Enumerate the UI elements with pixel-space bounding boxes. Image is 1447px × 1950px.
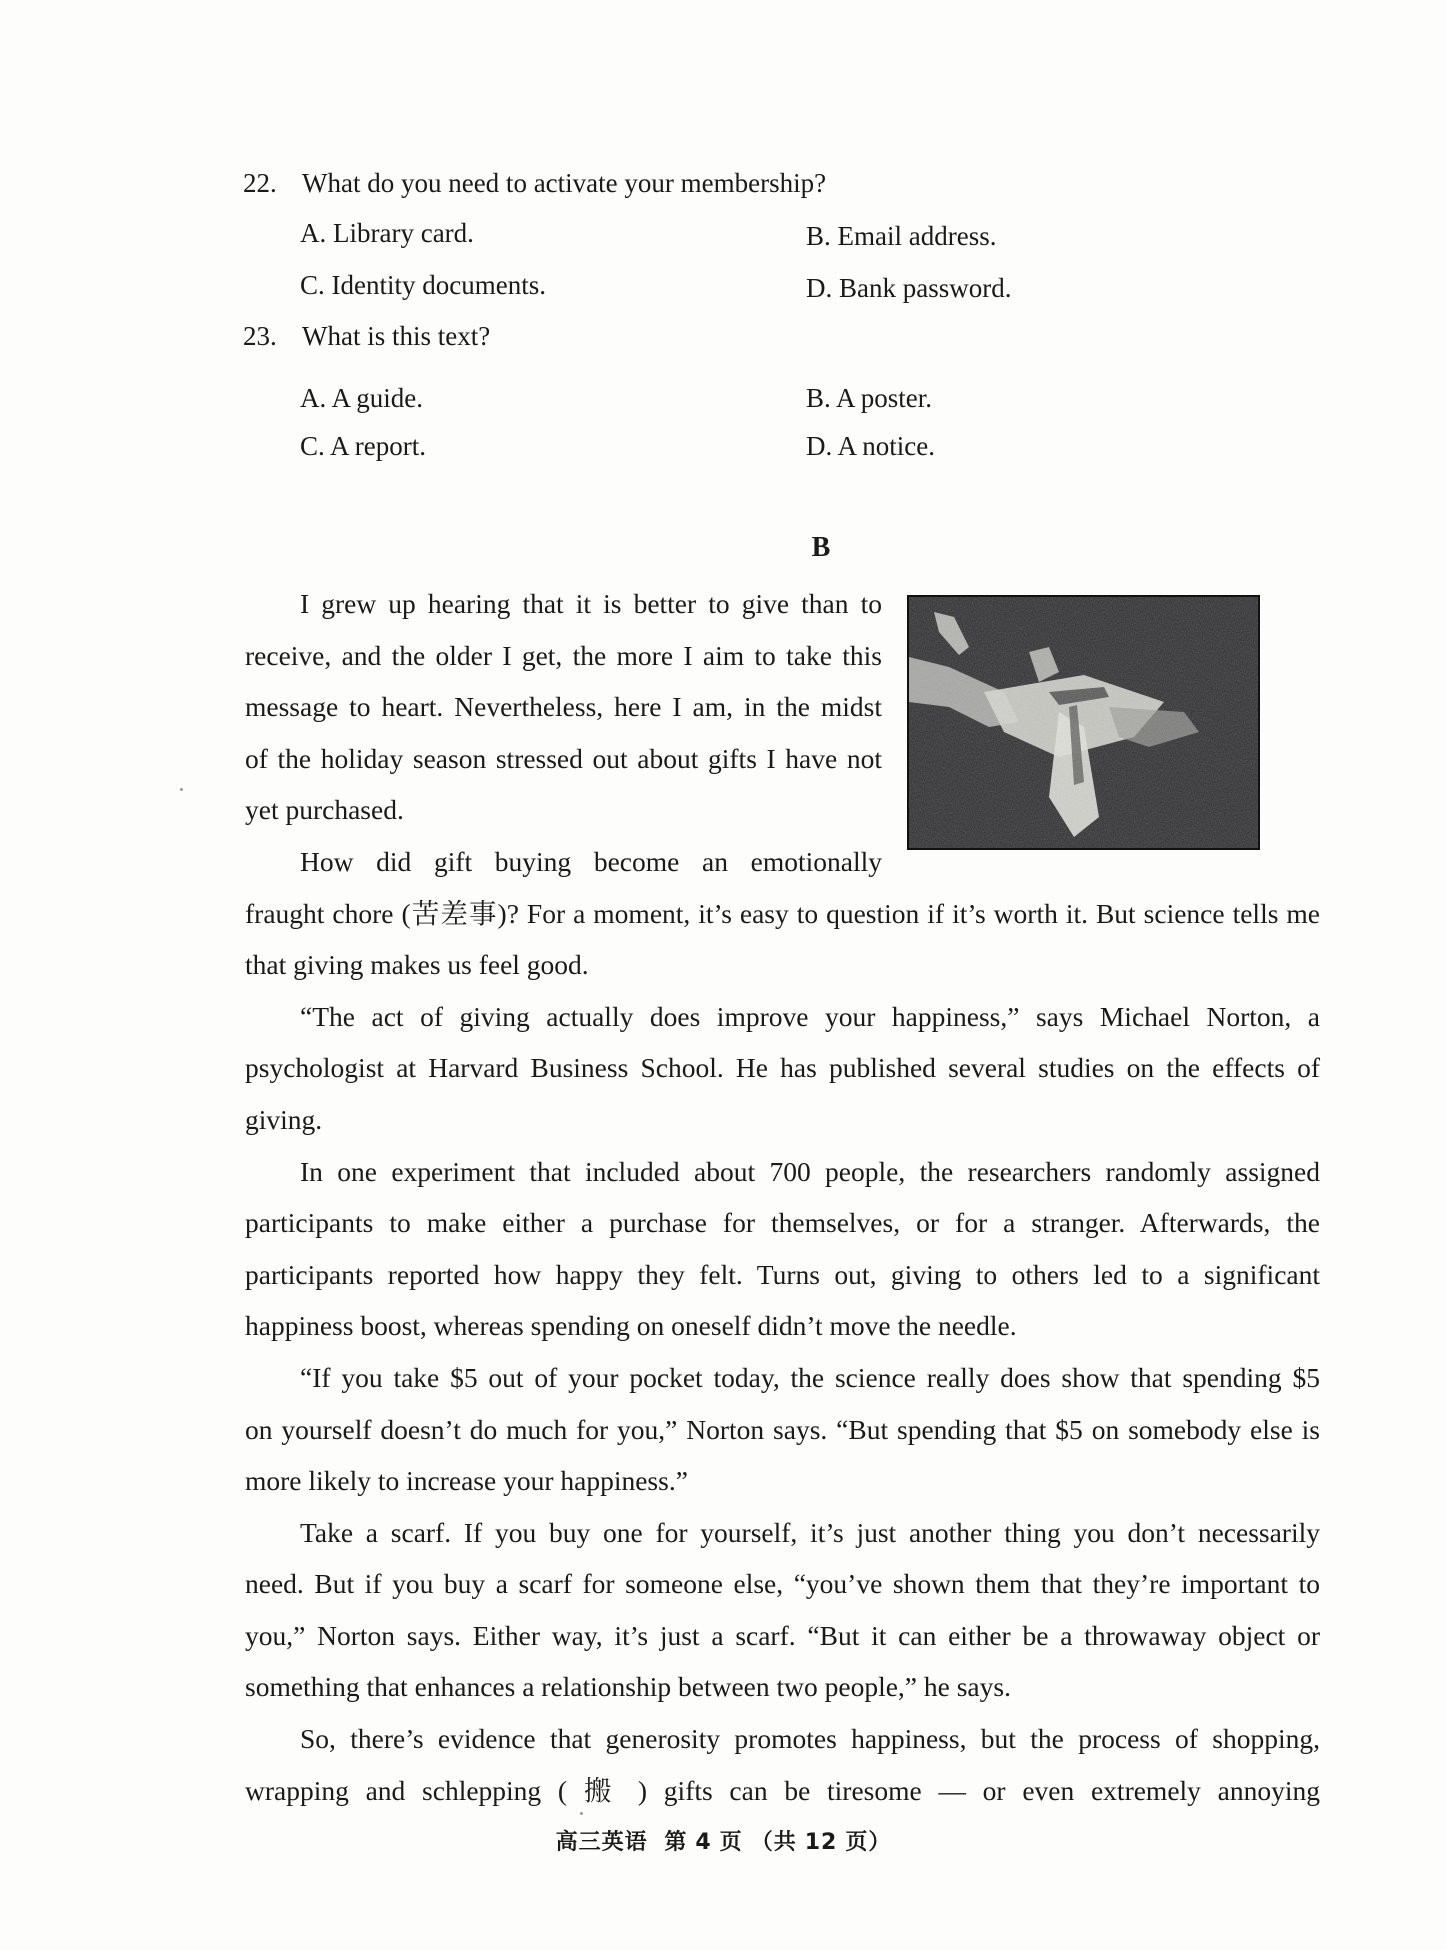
passage-line: In one experiment that included about 700 people, the researchers randomly assigned [300,1155,1320,1187]
passage-line: you,” Norton says. Either way, it’s just a scarf. “But it can either be a throwaway object or [245,1619,1320,1651]
option-d: D. A notice. [806,431,935,461]
option-b: B. A poster. [806,383,933,413]
passage-line: need. But if you buy a scarf for someone else, “you’ve shown them that they’re important to [245,1568,1320,1600]
passage-line: So, there’s evidence that generosity promotes happiness, but the process of shopping, [300,1723,1320,1755]
passage-line: yet purchased. [245,794,404,826]
option-d: D. Bank password. [806,273,1012,303]
passage-line: of the holiday season stressed out about gifts I have not [245,742,882,774]
passage-line: “The act of giving actually does improve your happiness,” says Michael Norton, a [300,1000,1320,1032]
footer-total-suffix: 页） [845,1830,892,1855]
passage-line: fraught chore (苦差事)? For a moment, it’s easy to question if it’s worth it. But science tells me [245,897,1320,929]
passage-line: How did gift buying become an emotionally [300,845,882,877]
passage-line: wrapping and schlepping ( 搬 ) gifts can be tiresome — or even extremely annoying [245,1774,1320,1806]
passage-line: I grew up hearing that it is better to give than to [300,588,882,619]
passage-line: participants reported how happy they felt. Turns out, giving to others led to a significant [245,1258,1320,1290]
scan-artifact [580,1812,583,1815]
passage-line: giving. [245,1103,323,1135]
passage-line: psychologist at Harvard Business School. He has published several studies on the effects of [245,1052,1320,1084]
passage-line: something that enhances a relationship between two people,” he says. [245,1671,1011,1703]
option-a: A. Library card. [300,218,474,248]
footer-page-prefix: 第 [664,1830,688,1855]
option-c: C. A report. [300,431,426,461]
passage-line: that giving makes us feel good. [245,949,589,981]
passage-line: happiness boost, whereas spending on oneself didn’t move the needle. [245,1310,1017,1342]
option-b: B. Email address. [806,221,997,251]
option-a: A. A guide. [300,383,424,413]
page-footer [0,1826,1447,1860]
question-number: 23. [243,321,277,351]
footer-page-number: 4 [695,1830,712,1855]
footer-page-suffix: 页 [719,1830,743,1855]
question-text: What do you need to activate your membership? [302,168,827,198]
footer-total-pages: 12 [804,1830,838,1855]
passage-line: on yourself doesn’t do much for you,” Norton says. “But spending that $5 on somebody else is [245,1413,1320,1445]
section-heading: B [811,532,831,563]
passage-line: participants to make either a purchase for themselves, or for a stranger. Afterwards, the [245,1207,1320,1239]
question-text: What is this text? [302,321,491,351]
passage-line: “If you take $5 out of your pocket today, the science really does show that spending $5 [300,1361,1320,1393]
scan-artifact [180,788,183,791]
passage-line: more likely to increase your happiness.” [245,1465,688,1497]
footer-total-prefix: （共 [750,1830,797,1855]
passage-line: message to heart. Nevertheless, here I am, in the midst [245,691,882,723]
passage-line: receive, and the older I get, the more I aim to take this [245,639,882,671]
option-c: C. Identity documents. [300,270,546,300]
passage-body [245,578,1320,1816]
footer-subject: 高三英语 [555,1830,648,1855]
passage-line: Take a scarf. If you buy one for yourself, it’s just another thing you don’t necessarily [300,1516,1320,1548]
question-number: 22. [243,168,277,198]
